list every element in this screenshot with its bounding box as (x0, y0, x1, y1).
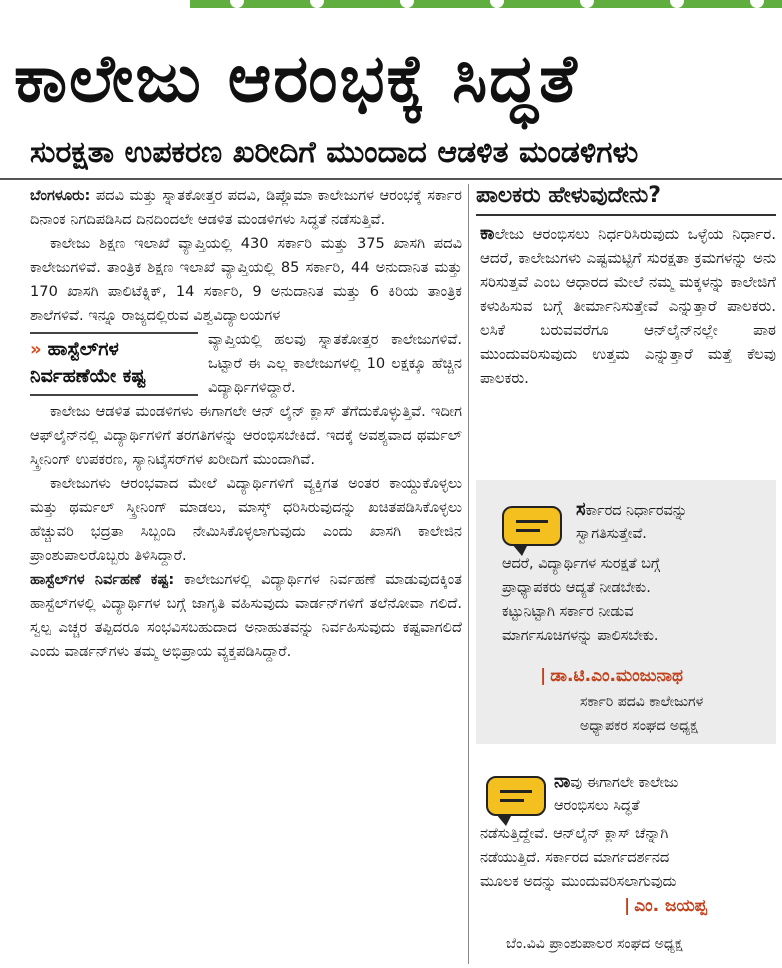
quote2-designation: ಬೆಂ.ವಿವಿ ಪ್ರಾಂಶುಪಾಲರ ಸಂಘದ ಅಧ್ಯಕ್ಷ (506, 936, 683, 952)
paragraph-3: ಕಾಲೇಜು ಆಡಳಿತ ಮಂಡಳಿಗಳು ಈಗಾಗಲೇ ಆನ್ ಲೈನ್ ಕ್ಲಾಸ್ ತೆಗೆದುಕೊಳ್ಳುತ್ತಿವೆ. ಇದೀಗ ಆಫ್‌ಲೈನ್‌ನಲ್ಲಿ ವಿದ್ಯಾರ್ಥಿಗಳಿಗೆ ತರಗತಿಗಳನ್ನು ಆರಂಭಿಸಬೇಕಿದೆ. ಇದಕ್ಕೆ ಅವಶ್ಯವಾದ ಥರ್ಮಲ್ ಸ್ಕ್ರೀನಿಂಗ್ ಉಪಕರಣ, ಸ್ಯಾನಿಟೈಸರ್‌ಗಳ ಖರೀದಿಗೆ ಮುಂದಾಗಿವೆ. (30, 403, 462, 468)
top-decorative-band (190, 0, 782, 8)
quote-box-manjunath (476, 480, 776, 744)
quote2-line1 (554, 770, 678, 795)
paragraph-4: ಕಾಲೇಜುಗಳು ಆರಂಭವಾದ ಮೇಲೆ ವಿದ್ಯಾರ್ಥಿಗಳಿಗೆ ವ್ಯಕ್ತಿಗತ ಅಂತರ ಕಾಯ್ದುಕೊಳ್ಳಲು ಮತ್ತು ಥರ್ಮಲ್ ಸ್ಕ್ರೀನಿಂಗ್ ಮಾಡಲು, ಮಾಸ್ಕ್ ಧರಿಸಿರುವುದನ್ನು ಖಚಿತಪಡಿಸಿಕೊಳ್ಳಲು ಹೆಚ್ಚುವರಿ ಭದ್ರತಾ ಸಿಬ್ಬಂದಿ ನೇಮಿಸಿಕೊಳ್ಳಲಾಗುವುದು ಎಂದು ಖಾಸಗಿ ಕಾಲೇಜಿನ ಪ್ರಾಂಶುಪಾಲರೊಬ್ಬರು ತಿಳಿಸಿದ್ದಾರೆ. (30, 475, 462, 564)
paragraph-1-text: ಪದವಿ ಮತ್ತು ಸ್ನಾತಕೋತ್ತರ ಪದವಿ, ಡಿಪ್ಲೊಮಾ ಕಾಲೇಜುಗಳ ಆರಂಭಕ್ಕೆ ಸರ್ಕಾರ ದಿನಾಂಕ ನಿಗದಿಪಡಿಸಿದ ದಿನದಿಂದಲೇ ಆಡಳಿತ ಮಂಡಳಿಗಳು ಸಿದ್ಧತೆ ನಡೆಸುತ್ತಿವೆ. (30, 187, 462, 228)
quote2-line2: ಆರಂಭಿಸಲು ಸಿದ್ಧತೆ (554, 798, 640, 814)
column-divider (468, 184, 469, 964)
quote2-line5: ಮೂಲಕ ಅದನ್ನು ಮುಂದುವರಿಸಲಾಗುವುದು (480, 874, 677, 890)
parents-heading: ಪಾಲಕರು ಹೇಳುವುದೇನು? (476, 180, 776, 216)
double-chevron-icon: » (30, 339, 42, 360)
main-article (30, 184, 462, 964)
parents-body-text: ಲೇಜು ಆರಂಭಿಸಲು ನಿರ್ಧರಿಸಿರುವುದು ಒಳ್ಳೆಯ ನಿರ್ಧಾರ. ಆದರೆ, ಕಾಲೇಜುಗಳು ಎಷ್ಟಮಟ್ಟಿಗೆ ಸುರಕ್ಷತಾ ಕ್ರಮಗಳನ್ನು ಅನು ಸರಿಸುತ್ತವೆ ಎಂಬ ಆಧಾರದ ಮೇಲೆ ನಮ್ಮ ಮಕ್ಕಳನ್ನು ಕಾಲೇಜಿಗೆ ಕಳುಹಿಸುವ ಬಗ್ಗೆ ತೀರ್ಮಾನಿಸುತ್ತೇವೆ ಎನ್ನುತ್ತಾರೆ ಪಾಲಕರು. ಲಸಿಕೆ ಬರುವವರೆಗೂ ಆನ್‌ಲೈನ್‌ನಲ್ಲೇ ಪಾಠ ಮುಂದುವರಿಸುವುದು ಉತ್ತಮ ಎನ್ನುತ್ತಾರೆ ಮತ್ತೆ ಕೆಲವು ಪಾಲಕರು. (480, 225, 776, 387)
pull-quote-text: ಹಾಸ್ಟೆಲ್‌ಗಳ ನಿರ್ವಹಣೆಯೇ ಕಷ್ಟ (30, 338, 146, 387)
paragraph-5 (30, 568, 462, 664)
speech-bubble-icon (486, 776, 546, 816)
paragraph-1 (30, 184, 462, 232)
quote1-line1-text: ರ್ಕಾರದ ನಿರ್ಧಾರವನ್ನು (585, 503, 688, 519)
quote1-name: | ಡಾ.ಟಿ.ಎಂ.ಮಂಜುನಾಥ (540, 666, 683, 686)
quote1-line4: ಪ್ರಾಧ್ಯಾಪಕರು ಆದ್ಯತೆ ನೀಡಬೇಕು. (502, 580, 651, 596)
quote1-line2: ಸ್ವಾಗತಿಸುತ್ತೇವೆ. (576, 526, 647, 542)
paragraph-5-text: ಕಾಲೇಜುಗಳಲ್ಲಿ ವಿದ್ಯಾರ್ಥಿಗಳ ನಿರ್ವಹಣೆ ಮಾಡುವುದಕ್ಕಿಂತ ಹಾಸ್ಟೆಲ್‌ಗಳಲ್ಲಿ ವಿದ್ಯಾರ್ಥಿಗಳ ಬಗ್ಗೆ ಜಾಗೃತಿ ವಹಿಸುವುದು ವಾರ್ಡನ್‌ಗಳಿಗೆ ತಲೆನೋವಾ ಗಲಿದೆ. ಸ್ವಲ್ಪ ಎಚ್ಚರ ತಪ್ಪಿದರೂ ಸಂಭವಿಸಬಹುದಾದ ಅನಾಹುತವನ್ನು ನಿರ್ವಹಿಸುವುದು ಕಷ್ಟವಾಗಲಿದೆ ಎಂದು ವಾರ್ಡನ್‌ಗಳು ತಮ್ಮ ಅಭಿಪ್ರಾಯ ವ್ಯಕ್ತಪಡಿಸಿದ್ದಾರೆ. (30, 571, 463, 660)
parents-section (476, 180, 776, 390)
quote-box-jayappa (476, 758, 776, 968)
subheadline: ಸುರಕ್ಷತಾ ಉಪಕರಣ ಖರೀದಿಗೆ ಮುಂದಾದ ಆಡಳಿತ ಮಂಡಳಿಗಳು (30, 135, 639, 170)
quote2-name-text: ಎಂ. ಜಯಪ್ಪ (634, 896, 707, 916)
headline: ಕಾಲೇಜು ಆರಂಭಕ್ಕೆ ಸಿದ್ಧತೆ (14, 40, 579, 117)
quote1-designation-2: ಅಧ್ಯಾಪಕರ ಸಂಘದ ಅಧ್ಯಕ್ಷ (580, 718, 698, 734)
speech-bubble-icon (502, 506, 562, 546)
paragraph-2a: ಕಾಲೇಜು ಶಿಕ್ಷಣ ಇಲಾಖೆ ವ್ಯಾಪ್ತಿಯಲ್ಲಿ 430 ಸರ್ಕಾರಿ ಮತ್ತು 375 ಖಾಸಗಿ ಪದವಿ ಕಾಲೇಜುಗಳಿವೆ. ತಾಂತ್ರಿಕ ಶಿಕ್ಷಣ ಇಲಾಖೆ ವ್ಯಾಪ್ತಿಯಲ್ಲಿ 85 ಸರ್ಕಾರಿ, 44 ಅನುದಾನಿತ ಮತ್ತು 170 ಖಾಸಗಿ ಪಾಲಿಟೆಕ್ನಿಕ್, 14 ಸರ್ಕಾರಿ, 9 ಅನುದಾನಿತ ಮತ್ತು 6 ಕಿರಿಯ ತಾಂತ್ರಿಕ ಶಾಲೆಗಳಿವೆ. ಇನ್ನೂ ರಾಜ್ಯದಲ್ಲಿರುವ ವಿಶ್ವವಿದ್ಯಾಲಯಗಳ (30, 235, 462, 324)
quote1-designation-1: ಸರ್ಕಾರಿ ಪದವಿ ಕಾಲೇಜುಗಳ (580, 694, 704, 710)
quote2-name: | ಎಂ. ಜಯಪ್ಪ (624, 896, 707, 916)
drop-cap: ಕಾ (480, 223, 495, 244)
subsection-lead: ಹಾಸ್ಟೆಲ್‌ಗಳ ನಿರ್ವಹಣೆ ಕಷ್ಟ: (30, 571, 175, 588)
quote1-line6: ಮಾರ್ಗಸೂಚಿಗಳನ್ನು ಪಾಲಿಸಬೇಕು. (502, 628, 659, 644)
quote1-line5: ಕಟ್ಟುನಿಟ್ಟಾಗಿ ಸರ್ಕಾರ ನೀಡುವ (502, 604, 634, 620)
quote1-line3: ಆದರೆ, ವಿದ್ಯಾರ್ಥಿಗಳ ಸುರಕ್ಷತೆ ಬಗ್ಗೆ (502, 556, 661, 572)
quote1-line1 (576, 498, 687, 523)
parents-body (476, 222, 776, 390)
quote2-line3: ನಡೆಸುತ್ತಿದ್ದೇವೆ. ಆನ್‌ಲೈನ್ ಕ್ಲಾಸ್ ಚೆನ್ನಾಗಿ (480, 826, 669, 842)
paragraph-2b: ವ್ಯಾಪ್ತಿಯಲ್ಲಿ ಹಲವು ಸ್ನಾತಕೋತ್ತರ ಕಾಲೇಜುಗಳಿವೆ. ಒಟ್ಟಾರೆ ಈ ಎಲ್ಲ ಕಾಲೇಜುಗಳಲ್ಲಿ 10 ಲಕ್ಷಕ್ಕೂ ಹೆಚ್ಚಿನ ವಿದ್ಯಾರ್ಥಿಗಳಿದ್ದಾರೆ. (208, 331, 462, 396)
dateline: ಬೆಂಗಳೂರು: (30, 187, 91, 204)
quote1-drop-cap: ಸ (576, 499, 586, 520)
quote1-name-text: ಡಾ.ಟಿ.ಎಂ.ಮಂಜುನಾಥ (550, 666, 683, 686)
quote2-line4: ನಡೆಯುತ್ತಿದೆ. ಸರ್ಕಾರದ ಮಾರ್ಗದರ್ಶನದ (480, 850, 670, 866)
pull-quote (30, 332, 198, 396)
quote2-line1-text: ವು ಈಗಾಗಲೇ ಕಾಲೇಜು (570, 775, 679, 791)
quote2-drop-cap: ನಾ (554, 771, 571, 792)
